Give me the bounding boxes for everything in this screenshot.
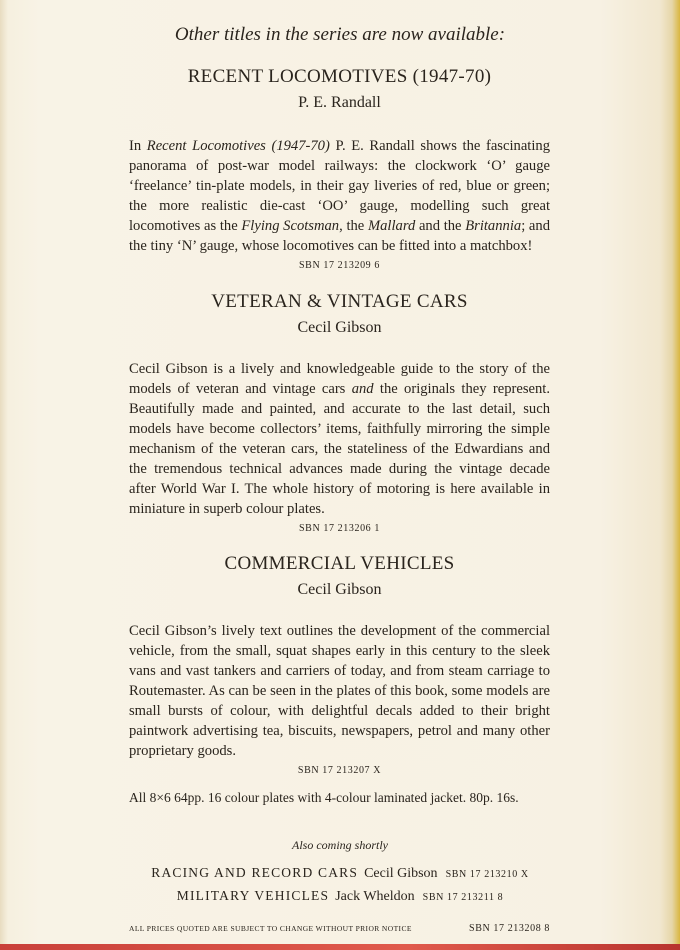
book-description: Cecil Gibson’s lively text outlines the development of the commercial vehicle, from the small, squat shapes early in this century to the sleek vans and vast tankers and carriers of today, and from steam carriage to Routemaster. As can be seen in the plates of this book, some models are small bursts of colour, with delightful decals added to their bright paintwork advertising tea, biscuits, newspapers, petrol and many other proprietary goods. — [129, 623, 550, 759]
book-description: Cecil Gibson is a lively and knowledgeable guide to the story of the models of veteran and vintage cars and the originals they represent. Beautifully made and painted, and accurate to the last detail, such models have become collectors’ items, faithfully mirroring the simple mechanism of the veteran cars, the stateliness of the Edwardians and the tremendous technical advances made during the vintage decade after World War I. The whole history of motoring is here available in miniature in superb colour plates. — [129, 361, 551, 517]
coming-author: Jack Wheldon — [335, 889, 415, 904]
coming-sbn: SBN 17 213210 X — [445, 869, 529, 880]
coming-title-military-vehicles — [0, 887, 680, 905]
book-sbn: SBN 17 213207 X — [297, 765, 382, 776]
this-book-sbn: SBN 17 213208 8 — [469, 923, 550, 934]
book-entry-commercial-vehicles — [129, 553, 550, 776]
coming-title: MILITARY VEHICLES — [176, 888, 330, 903]
series-intro: Other titles in the series are now available: — [174, 24, 506, 45]
coming-title-racing-cars — [0, 864, 680, 882]
footer — [129, 923, 550, 934]
book-description: In Recent Locomotives (1947-70) P. E. Randall shows the fascinating panorama of post-war model railways: the clockwork ‘O’ gauge ‘freelance’ tin-plate models, in their gay liveries of red, blue or green; the more realistic die-cast ‘OO’ gauge, modelling such great locomotives as the Flying Scotsman, the Mallard and the Britannia; and the tiny ‘N’ gauge, whose locomotives can be fitted into a matchbox! — [129, 138, 550, 254]
book-entry-recent-locomotives — [129, 66, 550, 271]
book-entry-veteran-vintage-cars — [129, 291, 550, 534]
book-sbn: SBN 17 213209 6 — [299, 260, 380, 271]
coming-sbn: SBN 17 213211 8 — [422, 892, 504, 903]
book-title: COMMERCIAL VEHICLES — [224, 553, 455, 574]
book-title: VETERAN & VINTAGE CARS — [211, 291, 468, 312]
book-author: P. E. Randall — [298, 94, 381, 111]
coming-title: RACING AND RECORD CARS — [151, 865, 359, 880]
price-notice: ALL PRICES QUOTED ARE SUBJECT TO CHANGE WITHOUT PRIOR NOTICE — [129, 924, 412, 933]
coming-author: Cecil Gibson — [364, 866, 438, 881]
book-sbn: SBN 17 213206 1 — [299, 523, 380, 534]
series-specs-note: All 8×6 64pp. 16 colour plates with 4-colour laminated jacket. 80p. 16s. — [129, 790, 519, 805]
book-author: Cecil Gibson — [297, 581, 382, 598]
book-title: RECENT LOCOMOTIVES (1947-70) — [187, 66, 492, 87]
coming-shortly-label: Also coming shortly — [292, 838, 388, 852]
book-author: Cecil Gibson — [297, 319, 382, 336]
